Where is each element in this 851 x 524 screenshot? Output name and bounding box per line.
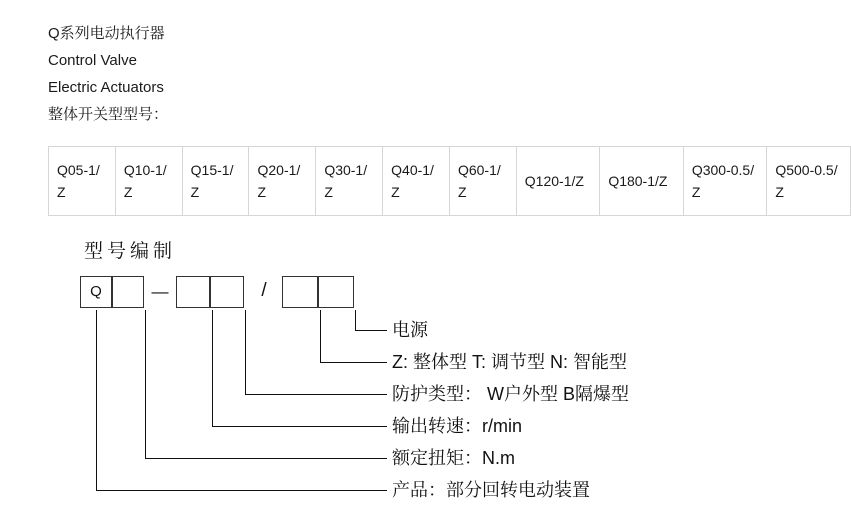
code-slash: / [261,280,267,301]
code-box-2 [112,276,144,308]
model-cell-8: Q120-1/Z [516,147,600,216]
code-box-4 [210,276,244,308]
code-box-1: Q [80,276,112,308]
model-cell-7: Q60-1/Z [449,147,516,216]
code-box-5 [282,276,318,308]
code-box-3 [176,276,210,308]
leader-vline-2 [320,310,321,362]
code-dash: — [151,282,169,301]
leader-hline-6 [96,490,387,491]
model-cell-6: Q40-1/Z [383,147,450,216]
callout-label-1: 电源 [392,320,428,340]
leader-vline-6 [96,310,97,490]
model-cell-11: Q500-0.5/Z [767,147,851,216]
leader-vline-5 [145,310,146,458]
callout-label-6: 产品：部分回转电动装置 [392,480,590,500]
model-cell-4: Q20-1/Z [249,147,316,216]
diagram-title: 型号编制 [84,241,177,262]
leader-vline-3 [245,310,246,394]
leader-vline-4 [212,310,213,426]
model-cell-5: Q30-1/Z [316,147,383,216]
model-code-diagram [0,228,851,524]
heading-line-1: Q系列电动执行器 [48,25,165,42]
page-heading [48,20,168,128]
heading-line-2: Control Valve [48,52,137,69]
code-box-6 [318,276,354,308]
model-cell-10: Q300-0.5/Z [683,147,767,216]
callout-label-5: 额定扭矩：N.m [392,448,515,468]
callout-label-4: 输出转速：r/min [392,416,522,436]
callout-label-2: Z: 整体型 T: 调节型 N: 智能型 [392,352,628,372]
model-cell-2: Q10-1/Z [115,147,182,216]
model-cell-3: Q15-1/Z [182,147,249,216]
callout-label-3: 防护类型： W户外型 B隔爆型 [392,384,629,404]
table-row [49,147,851,216]
model-cell-1: Q05-1/Z [49,147,116,216]
leader-hline-3 [245,394,387,395]
leader-hline-4 [212,426,387,427]
heading-line-4: 整体开关型型号： [48,106,169,123]
model-number-table [48,146,851,216]
model-cell-9: Q180-1/Z [600,147,684,216]
leader-hline-2 [320,362,387,363]
leader-vline-1 [355,310,356,330]
leader-hline-5 [145,458,387,459]
heading-line-3: Electric Actuators [48,79,164,96]
leader-hline-1 [355,330,387,331]
